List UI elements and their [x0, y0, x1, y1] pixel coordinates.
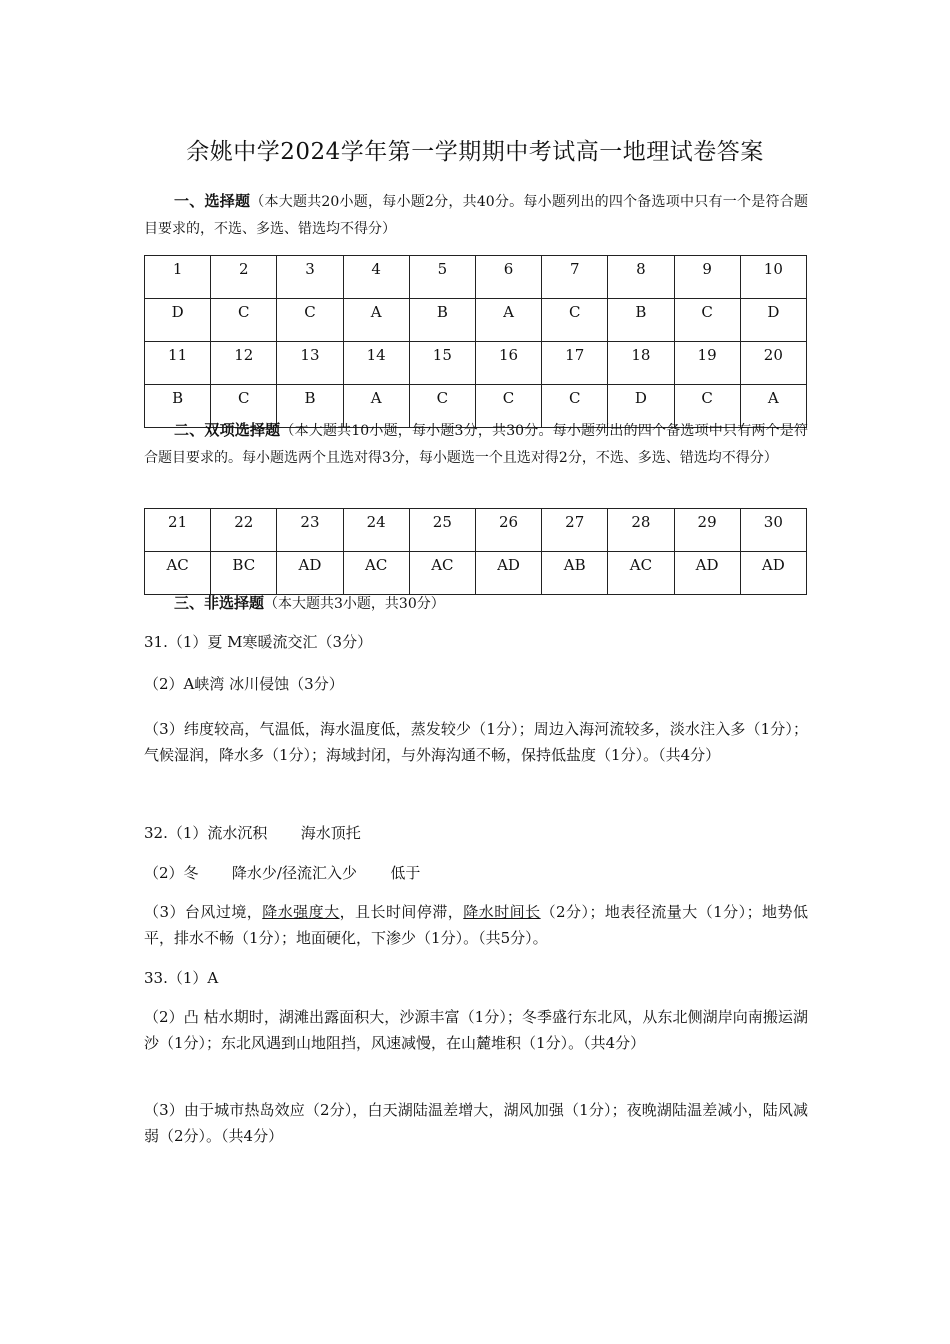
section1-table-question-number: 13 [277, 342, 343, 385]
section1-table-question-number: 18 [608, 342, 674, 385]
section1-table-question-number: 9 [674, 256, 740, 299]
q32-underlined-duration: 降水时间长 [463, 903, 541, 921]
section2-table-question-number: 23 [277, 509, 343, 552]
section2-table-answer-cell: AD [740, 552, 806, 595]
section1-table-question-number: 3 [277, 256, 343, 299]
section1-answer-table [144, 255, 807, 428]
section1-table-answer-cell: C [211, 385, 277, 428]
section1-table-answer-cell: A [343, 299, 409, 342]
section1-table-question-number: 15 [409, 342, 475, 385]
page-title: 余姚中学2024学年第一学期期中考试高一地理试卷答案 [186, 139, 764, 165]
section2-table-answer-cell: AD [277, 552, 343, 595]
section2-table-question-number: 27 [542, 509, 608, 552]
section2-table-answer-cell: AC [343, 552, 409, 595]
section1-table-answer-cell: D [740, 299, 806, 342]
section2-table-answer-cell: AD [475, 552, 541, 595]
section1-table-answer-cell: C [674, 385, 740, 428]
q32-part3-c: ，且长时间停滞， [339, 903, 464, 921]
section1-table-answer-cell: C [409, 385, 475, 428]
section2-table-answer-cell: AD [674, 552, 740, 595]
section1-table-answer-cell: A [475, 299, 541, 342]
section1-table-question-number: 8 [608, 256, 674, 299]
q33-part3: （3）由于城市热岛效应（2分），白天湖陆温差增大，湖风加强（1分）；夜晚湖陆温差减小，陆风减弱（2分）。（共4分） [144, 1101, 808, 1145]
section2-table-answer-cell: AC [608, 552, 674, 595]
section2-table-question-number: 24 [343, 509, 409, 552]
q31-part2: （2）A峡湾 冰川侵蚀（3分） [144, 675, 344, 693]
section1-table-question-number: 6 [475, 256, 541, 299]
section1-intro [144, 188, 808, 242]
section1-table-answer-cell: C [542, 385, 608, 428]
section1-table-question-number: 16 [475, 342, 541, 385]
section1-table-answer-cell: B [409, 299, 475, 342]
section1-table-question-number: 12 [211, 342, 277, 385]
q32-part3-a: （3）台风过境， [144, 903, 263, 921]
section3-intro [144, 590, 808, 617]
section1-table-answer-cell: D [145, 299, 211, 342]
section2-note: （本大题共10小题，每小题3分，共30分。每小题列出的四个备选项中只有两个是符合题目要求的。每小题选两个且选对得3分，每小题选一个且选对得2分，不选、多选、错选均不得分） [144, 423, 808, 466]
section1-table-row [145, 256, 807, 299]
section3-heading: 三、非选择题 [174, 594, 265, 612]
section1-table-question-number: 2 [211, 256, 277, 299]
section1-table-row [145, 342, 807, 385]
section2-table-question-number: 26 [475, 509, 541, 552]
section1-table-answer-cell: B [608, 299, 674, 342]
section2-table-question-number: 25 [409, 509, 475, 552]
section1-table-answer-cell: B [145, 385, 211, 428]
section2-table-question-number: 30 [740, 509, 806, 552]
section1-heading: 一、选择题 [174, 192, 251, 210]
section2-table-question-number: 28 [608, 509, 674, 552]
section2-table-answer-cell: BC [211, 552, 277, 595]
section1-table-row [145, 299, 807, 342]
q32-underlined-intensity: 降水强度大 [262, 903, 340, 921]
section2-table-answer-cell: AC [409, 552, 475, 595]
section1-table-question-number: 11 [145, 342, 211, 385]
section2-table-answer-cell: AC [145, 552, 211, 595]
section2-table-question-number: 21 [145, 509, 211, 552]
section2-table-row [145, 509, 807, 552]
section1-table-answer-cell: C [674, 299, 740, 342]
section1-table-answer-cell: B [277, 385, 343, 428]
section1-table-answer-cell: A [343, 385, 409, 428]
section1-table-question-number: 14 [343, 342, 409, 385]
q32-part2: （2）冬 降水少/径流汇入少 低于 [144, 864, 421, 882]
q31-part3: （3）纬度较高，气温低，海水温度低，蒸发较少（1分）；周边入海河流较多，淡水注入多（1分）；气候湿润，降水多（1分）；海域封闭，与外海沟通不畅，保持低盐度（1分）。（共4分） [144, 720, 808, 764]
section1-table-answer-cell: C [277, 299, 343, 342]
section1-table-question-number: 4 [343, 256, 409, 299]
section3-note: （本大题共3小题，共30分） [264, 596, 445, 612]
section1-table-answer-cell: C [475, 385, 541, 428]
section1-table-answer-cell: C [542, 299, 608, 342]
section2-table-question-number: 22 [211, 509, 277, 552]
q32-part3 [144, 899, 808, 951]
section2-table-answer-cell: AB [542, 552, 608, 595]
q32-part1: 32.（1）流水沉积 海水顶托 [144, 824, 361, 842]
q31-part1: 31.（1）夏 M寒暖流交汇（3分） [144, 633, 373, 651]
section1-table-answer-cell: A [740, 385, 806, 428]
q33-part2: （2）凸 枯水期时，湖滩出露面积大，沙源丰富（1分）；冬季盛行东北风，从东北侧湖岸向南搬运湖沙（1分）；东北风遇到山地阻挡，风速减慢，在山麓堆积（1分）。（共4分） [144, 1008, 808, 1052]
section1-table-answer-cell: D [608, 385, 674, 428]
q32-part3-e: （2分）；地表径流量大（1分）；地势低平，排水不畅（1分）；地面硬化，下渗少（1分）。（共5分）。 [144, 903, 808, 947]
section1-table-question-number: 10 [740, 256, 806, 299]
section2-heading: 二、双项选择题 [174, 421, 281, 439]
section2-table-question-number: 29 [674, 509, 740, 552]
section1-table-question-number: 1 [145, 256, 211, 299]
section2-intro [144, 417, 808, 471]
q33-part1: 33.（1）A [144, 969, 219, 987]
section1-table-question-number: 5 [409, 256, 475, 299]
section2-answer-table [144, 508, 807, 595]
section2-table-row [145, 552, 807, 595]
section1-table-question-number: 19 [674, 342, 740, 385]
section1-table-question-number: 7 [542, 256, 608, 299]
section1-table-question-number: 20 [740, 342, 806, 385]
section1-table-question-number: 17 [542, 342, 608, 385]
section1-table-answer-cell: C [211, 299, 277, 342]
section1-note: （本大题共20小题，每小题2分，共40分。每小题列出的四个备选项中只有一个是符合题目要求的，不选、多选、错选均不得分） [144, 194, 808, 237]
